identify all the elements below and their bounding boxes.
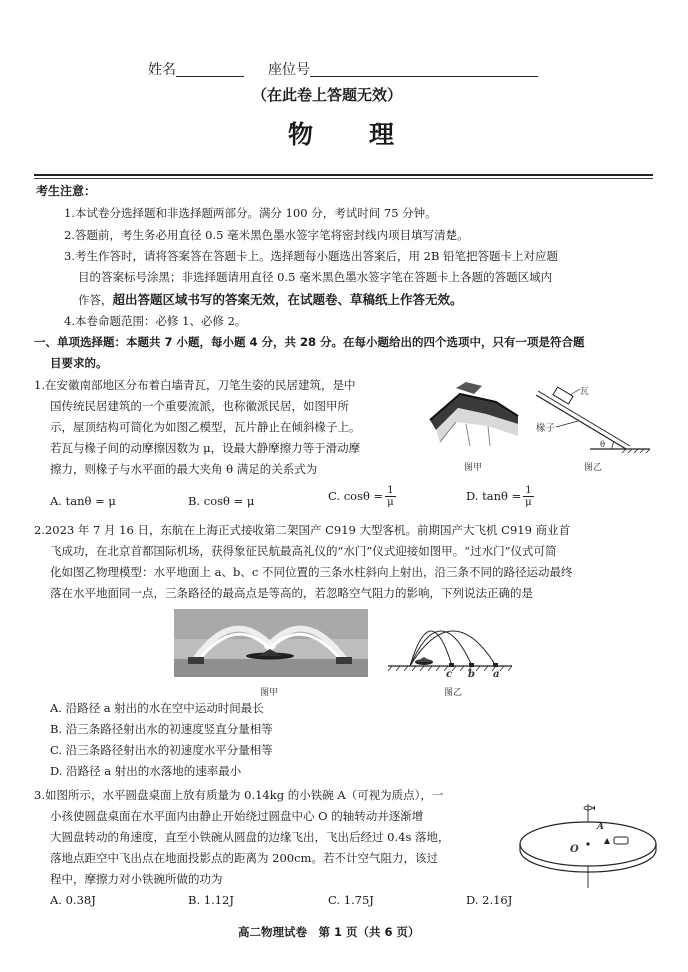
notice-item-3c (78, 289, 463, 311)
q1-option-c (328, 485, 396, 508)
q1-option-c-fraction (385, 485, 395, 508)
q1-option-c-prefix: C. cosθ = (328, 489, 384, 503)
q2-option-c: C. 沿三条路径射出水的初速度水平分量相等 (50, 743, 273, 757)
q1-figure-b-caption: 图乙 (584, 463, 603, 473)
q1-option-c-numerator: 1 (387, 485, 394, 496)
q1-option-d-denominator: μ (525, 497, 532, 508)
page-footer: 高二物理试卷 第 1 页（共 6 页） (238, 925, 420, 939)
name-label: 姓名 (148, 62, 176, 78)
name-field (148, 60, 244, 81)
q1-option-d (466, 485, 534, 508)
notice-item-4: 4.本卷命题范围：必修 1、必修 2。 (64, 314, 247, 328)
q1-label-rafter: 椽子 (536, 423, 556, 434)
q2-line-1: 2.2023 年 7 月 16 日，东航在上海正式接收第二架国产 C919 大型客机。前期国产大飞机 C919 商业首 (34, 523, 571, 537)
q2-line-3: 化如图乙物理模型：水平地面上 a、b、c 不同位置的三条水柱斜向上射出，沿三条不同的路径运动最终 (50, 565, 573, 579)
q1-option-d-prefix: D. tanθ = (466, 489, 522, 503)
notice-warning: 超出答题区域书写的答案无效，在试题卷、草稿纸上作答无效。 (112, 292, 463, 307)
q2-line-2: 飞成功，在北京首都国际机场，获得象征民航最高礼仪的“水门”仪式迎接如图甲。“过水门”仪式可简 (50, 544, 557, 558)
section1-heading-cont: 目要求的。 (50, 356, 108, 370)
q1-option-a: A. tanθ = μ (50, 494, 116, 508)
q3-option-a: A. 0.38J (50, 893, 96, 907)
notice-item-3: 3.考生作答时，请将答案答在答题卡上。选择题每小题选出答案后，用 2B 铅笔把答题卡上对应题 (64, 249, 559, 263)
q3-figure-rotating-disk (516, 800, 662, 890)
q3-label-center-o: O (570, 844, 579, 855)
q1-line-4: 若瓦与椽子间的动摩擦因数为 μ，设最大静摩擦力等于滑动摩 (50, 441, 361, 455)
q1-figure-a-roof-photo (426, 380, 521, 448)
notice-item-1: 1.本试卷分选择题和非选择题两部分。满分 100 分，考试时间 75 分钟。 (64, 206, 437, 220)
q1-line-5: 擦力，则椽子与水平面的最大夹角 θ 满足的关系式为 (50, 462, 318, 476)
q3-line-3: 大圆盘转动的角速度，直至小铁碗从圆盘的边缘飞出，飞出后经过 0.4s 落地， (50, 830, 450, 844)
header-rule-thin (34, 178, 653, 179)
q2-point-a: a (493, 669, 500, 680)
q2-option-d: D. 沿路径 a 射出的水落地的速率最小 (50, 764, 242, 778)
q2-figure-a-water-salute-photo (174, 609, 368, 677)
subject-title: 物 理 (288, 120, 397, 149)
q1-label-theta: θ (600, 440, 606, 450)
q1-line-3: 示，屋顶结构可简化为如图乙模型，瓦片静止在倾斜椽子上。 (50, 420, 361, 434)
q3-label-bowl-a: A (597, 822, 604, 832)
q3-line-1: 3.如图所示，水平圆盘桌面上放有质量为 0.14kg 的小铁碗 A（可视为质点），一 (34, 788, 444, 802)
notice-title: 考生注意： (36, 184, 97, 198)
q2-point-b: b (468, 669, 475, 680)
q3-option-b: B. 1.12J (188, 893, 234, 907)
q2-option-a: A. 沿路径 a 射出的水在空中运动时间最长 (50, 701, 264, 715)
q1-option-b: B. cosθ = μ (188, 494, 255, 508)
q3-line-2: 小孩使圆盘桌面在水平面内由静止开始绕过圆盘中心 O 的轴转动并逐渐增 (50, 809, 424, 823)
notice-item-3c-text: 作答， (78, 293, 113, 307)
q1-option-c-denominator: μ (387, 497, 394, 508)
name-blank (176, 62, 244, 77)
q3-option-c: C. 1.75J (328, 893, 374, 907)
q2-figure-a-caption: 图甲 (260, 688, 279, 698)
q1-option-d-numerator: 1 (525, 485, 532, 496)
notice-item-3b: 目的答案标号涂黑；非选择题请用直径 0.5 毫米黑色墨水签字笔在答题卡上各题的答题区域内 (78, 270, 553, 284)
q1-line-1: 1.在安徽南部地区分布着白墙青瓦，刀笔生姿的民居建筑，是中 (34, 378, 356, 392)
q2-point-c: c (446, 669, 453, 680)
header-rule (34, 174, 653, 176)
seat-blank (310, 62, 538, 77)
q1-option-d-fraction (523, 485, 533, 508)
q2-line-4: 落在水平地面同一点，三条路径的最高点是等高的，若忽略空气阻力的影响，下列说法正确的是 (50, 586, 533, 600)
seat-label: 座位号 (268, 62, 310, 78)
q1-figure-a-caption: 图甲 (464, 463, 483, 473)
q3-line-5: 程中，摩擦力对小铁碗所做的功为 (50, 872, 223, 886)
q3-line-4: 落地点距空中飞出点在地面投影点的距离为 200cm。若不计空气阻力，该过 (50, 851, 438, 865)
q2-figure-b-caption: 图乙 (444, 688, 463, 698)
q2-option-b: B. 沿三条路径射出水的初速度竖直分量相等 (50, 722, 273, 736)
q1-line-2: 国传统民居建筑的一个重要流派，也称徽派民居，如图甲所 (50, 399, 349, 413)
seat-field (268, 60, 538, 81)
invalid-note: （在此卷上答题无效） (252, 86, 403, 104)
q1-label-tile: 瓦 (580, 387, 590, 397)
notice-item-2: 2.答题前，考生务必用直径 0.5 毫米黑色墨水签字笔将密封线内项目填写清楚。 (64, 228, 469, 242)
q3-option-d: D. 2.16J (466, 893, 513, 907)
section1-heading: 一、单项选择题：本题共 7 小题，每小题 4 分，共 28 分。在每小题给出的四个选项中，只有一项是符合题 (34, 335, 585, 349)
